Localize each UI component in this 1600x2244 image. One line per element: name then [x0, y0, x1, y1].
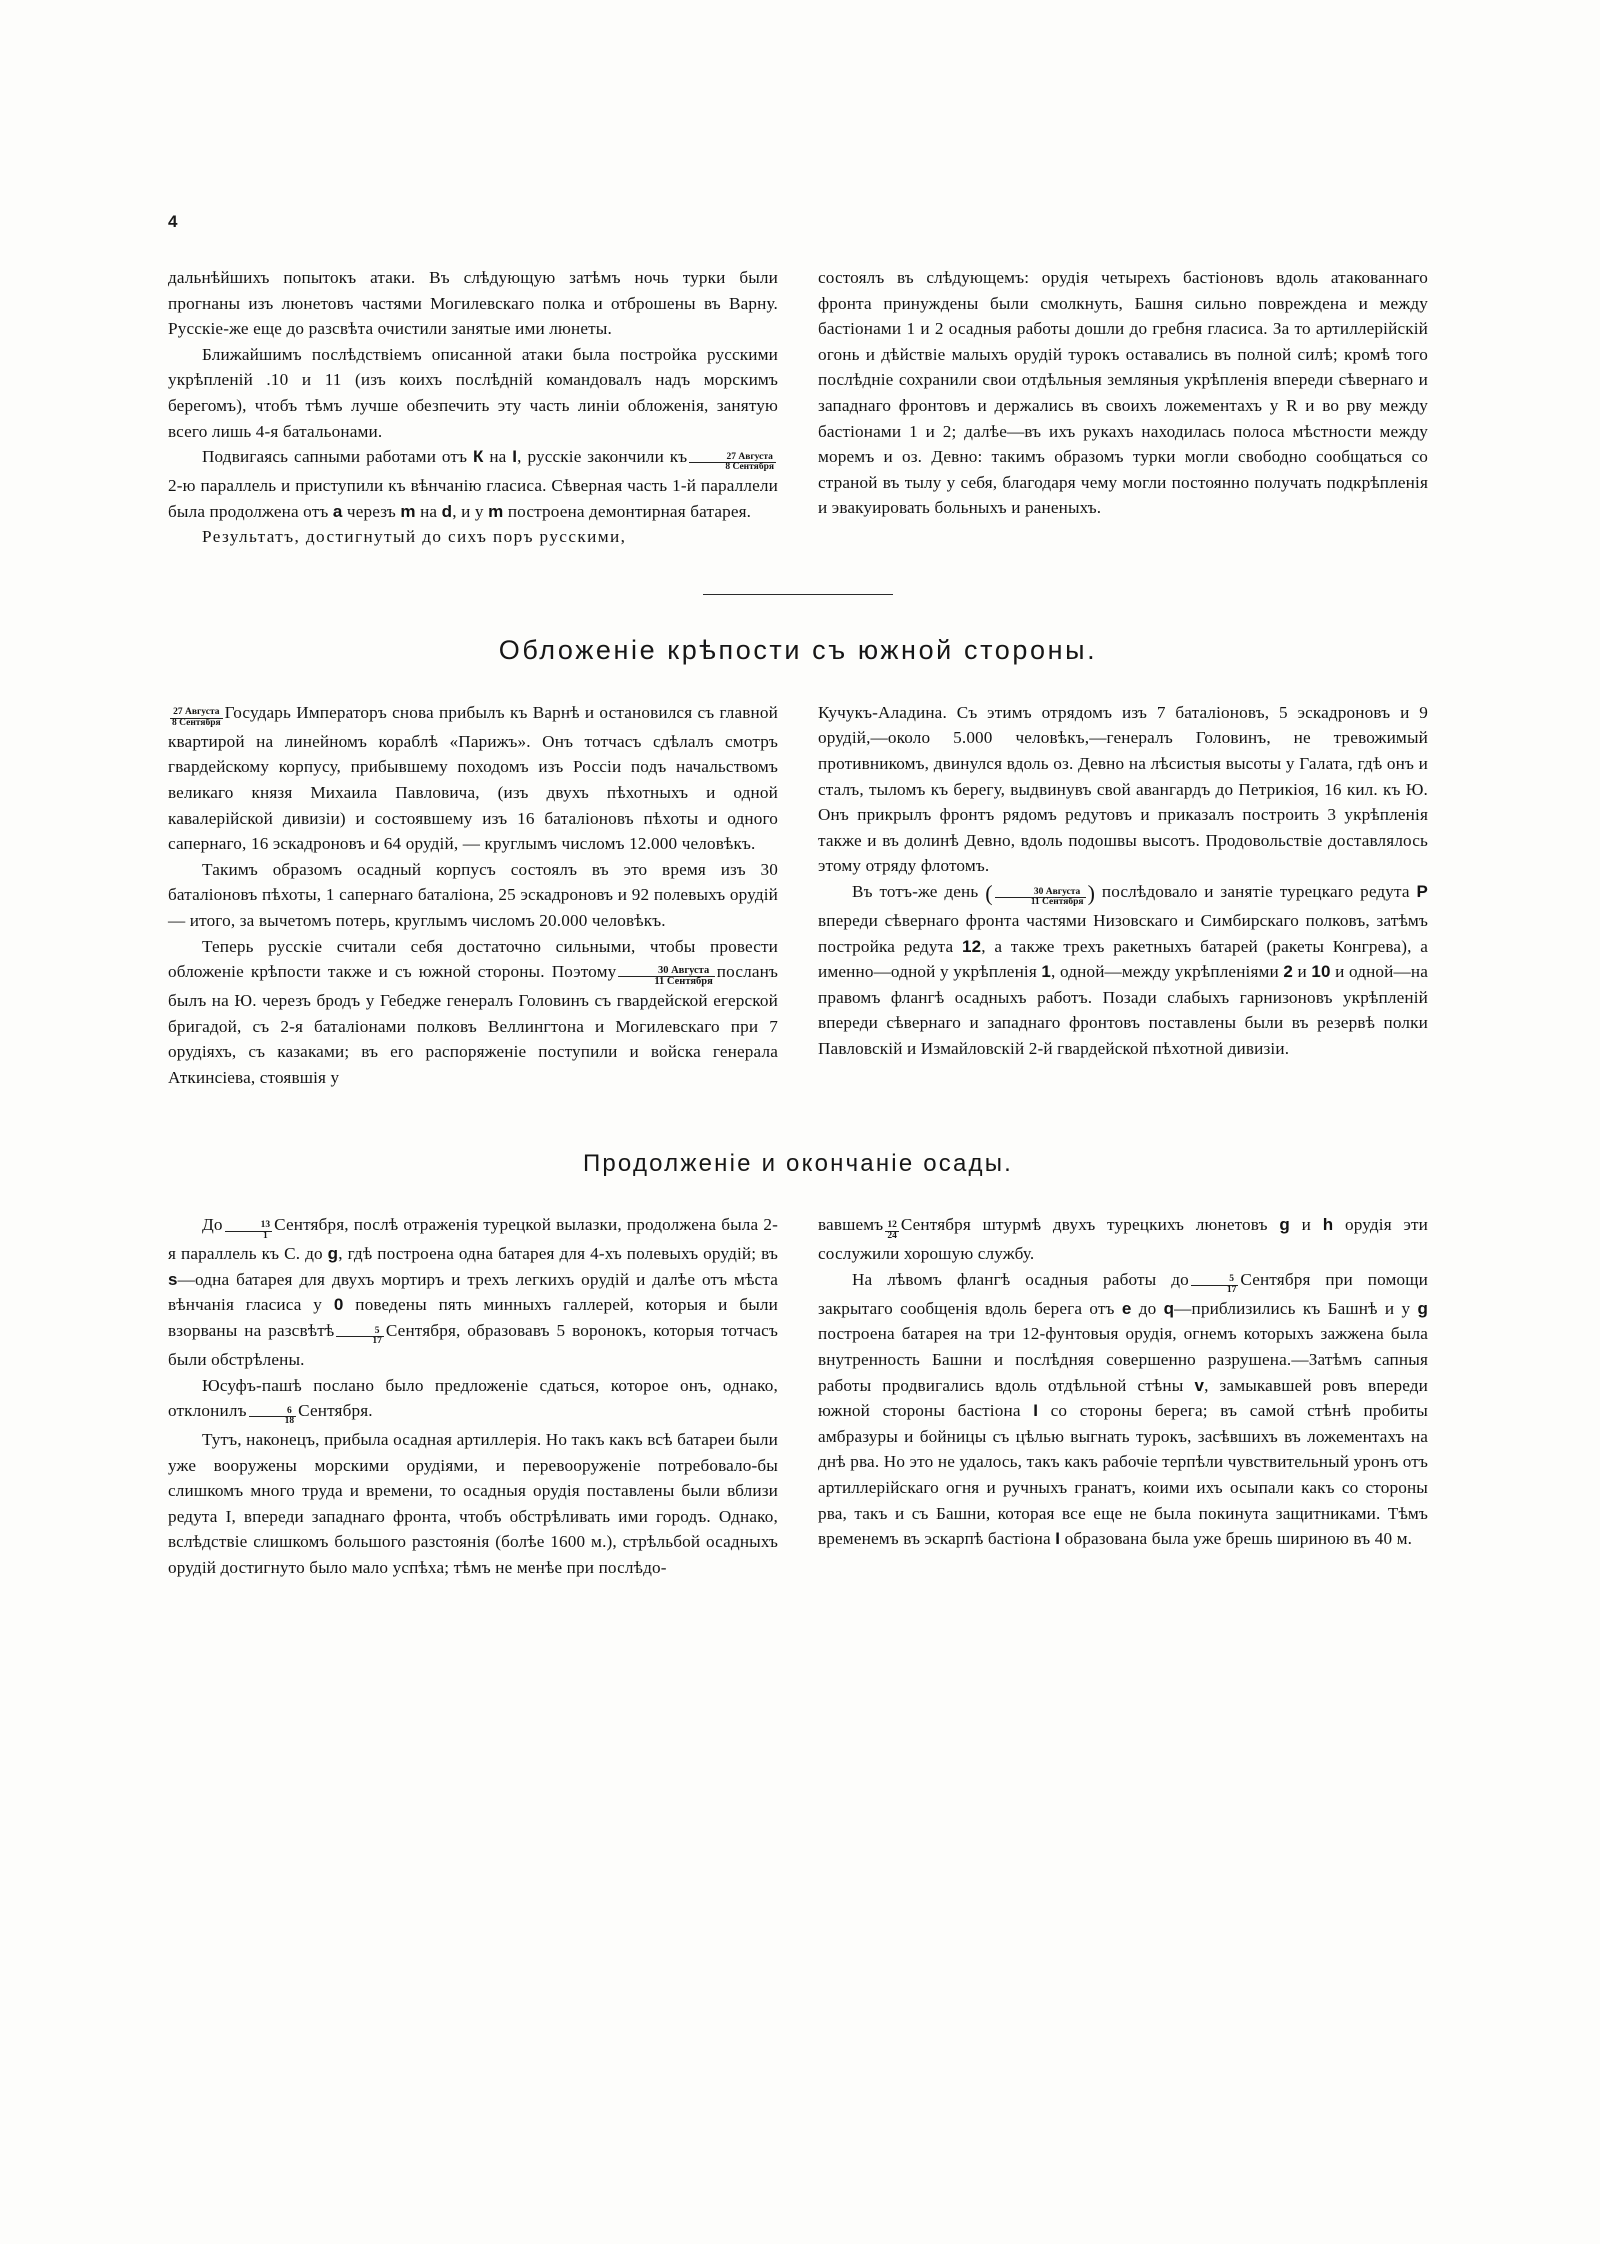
section-three-left-column	[168, 1212, 778, 1580]
paragraph: Тутъ, наконецъ, прибыла осадная артиллерія. Но такъ какъ всѣ батареи были уже вооружены морскими орудіями, и перевооруженіе потребовало-бы слишкомъ много труда и времени, то осадныя орудія поставлены были вблизи редута I, впереди западнаго фронта, чтобъ обстрѣливать ими городъ. Однако, вслѣдствіе слишкомъ большого разстоянія (болѣе 1600 м.), стрѣльбой осадныхъ орудій достигнуто было мало успѣха; тѣмъ не менѣе при послѣдо-	[168, 1430, 778, 1578]
top-right-column	[818, 265, 1428, 550]
section-divider	[703, 594, 893, 595]
section-title-south-siege: Обложеніе крѣпости съ южной стороны.	[498, 634, 1098, 665]
paragraph-text-part: Сентября, образовавъ 5 воронокъ, которыя тотчасъ были обстрѣлены.	[168, 1321, 778, 1369]
page-number: 4	[168, 212, 178, 231]
page-content	[168, 265, 1428, 1581]
paragraph-text-part: Сентября штурмѣ двухъ турецкихъ люнетовъ g и h орудія эти сослужили хорошую службу.	[818, 1215, 1428, 1264]
paragraph: Такимъ образомъ осадный корпусъ состоялъ въ это время изъ 30 баталіоновъ пѣхоты, 1 сапернаго баталіона, 25 эскадроновъ и 92 полевыхъ орудій — итого, за вычетомъ потерь, круглымъ числомъ 20.000 человѣкъ.	[168, 859, 778, 930]
paragraph-text-part: Теперь русскіе считали себя достаточно сильными, чтобы провести обложеніе крѣпости также и съ южной стороны. Поэтому	[168, 936, 778, 982]
section-three-columns	[168, 1212, 1428, 1580]
top-left-column	[168, 265, 778, 550]
date-fraction: $\frac{\text{27 Августа}}{\text{8 Сентября}}$	[172, 707, 221, 729]
paragraph: Результатъ, достигнутый до сихъ поръ русскими,	[202, 527, 627, 547]
paragraph-with-fraction	[168, 444, 778, 524]
paragraph-with-fraction	[168, 934, 778, 1091]
paragraph-with-fraction	[168, 700, 778, 857]
top-section-columns	[168, 265, 1428, 550]
section-two-left-column	[168, 700, 778, 1091]
spacer	[168, 1178, 1428, 1212]
paragraph-text-part: Сентября.	[298, 1401, 373, 1421]
date-fraction: $\frac{12}{24}$	[887, 1219, 897, 1241]
paragraph: состоялъ въ слѣдующемъ: орудія четырехъ бастіоновъ вдоль атакованнаго фронта принуждены были смолкнуть, Башня сильно повреждена и между бастіонами 1 и 2 осадныя работы дошли до гребня гласиса. За то артиллерійскій огонь и дѣйствіе малыхъ орудій турокъ оставались въ полной силѣ; кромѣ того послѣдніе сохранили свои отдѣльныя земляныя укрѣпленія впереди сѣвернаго и западнаго фронтовъ и держались въ своихъ ложементахъ у R и во рву между бастіонами 1 и 2; далѣе—въ ихъ рукахъ находилась полоса мѣстности между моремъ и оз. Девно: такимъ образомъ турки могли свободно сообщаться со страной въ тылу у себя, благодаря чему могли постоянно получать подкрѣпленія и эвакуировать больныхъ и раненыхъ.	[818, 268, 1428, 518]
paragraph-text-part: посланъ былъ на Ю. черезъ бродъ у Гебедже генералъ Головинъ съ гвардейской егерской бригадой, съ 2-я баталіонами полковъ Веллингтона и Могилевскаго при 7 орудіяхъ, съ казаками; въ его распоряженіе поступили и войска генерала Аткинсіева, стоявшія у	[168, 962, 778, 1087]
section-three-right-column	[818, 1212, 1428, 1580]
spacer	[168, 666, 1428, 700]
date-fraction: $\frac{6}{18}$	[249, 1407, 297, 1427]
paragraph: Кучукъ-Аладина. Съ этимъ отрядомъ изъ 7 баталіоновъ, 5 эскадроновъ и 9 орудій,—около 5.000 человѣкъ,—генералъ Головинъ, не тревожимый противникомъ, двинулся вдоль оз. Девно на лѣсистыя высоты у Галата, гдѣ онъ и сталъ, тыломъ къ берегу, выдвинувъ свой авангардъ до Петрикіоя, 16 кил. къ Ю. Онъ прикрылъ фронтъ рядомъ редутовъ и приказалъ построить 3 укрѣпленія также и въ долинѣ Девно, вдоль подошвы высотъ. Продовольствіе доставлялось этому отряду флотомъ.	[818, 702, 1428, 876]
paragraph-with-fraction	[818, 879, 1428, 1061]
paragraph-with-fraction	[818, 1212, 1428, 1267]
paragraph-text-part: Сентября, послѣ отраженія турецкой вылазки, продолжена была 2-я параллель къ С. до g, гдѣ построена одна батарея для 4-хъ полевыхъ орудій; въ s—одна батарея для двухъ мортиръ и трехъ легкихъ орудій и далѣе отъ мѣста вѣнчанія гласиса у 0 поведены пять минныхъ галлерей, которыя и были взорваны на разсвѣтѣ	[168, 1215, 778, 1341]
date-fraction: $\frac{5}{17}$	[1191, 1275, 1239, 1295]
paragraph-text-part: До	[202, 1215, 223, 1235]
paragraph: Ближайшимъ послѣдствіемъ описанной атаки была постройка русскими укрѣпленій .10 и 11 (изъ коихъ послѣдній командовалъ надъ морскимъ берегомъ), чтобъ тѣмъ лучше обезпечить эту часть линіи обложенія, занятую всего лишь 4-я батальонами.	[168, 344, 778, 441]
paragraph-with-fraction	[168, 1373, 778, 1428]
section-two-columns	[168, 700, 1428, 1091]
paragraph-text-part: Сентября при помощи закрытаго сообщенія вдоль берега отъ e до q—приблизились къ Башнѣ и у g построена батарея на три 12-фунтовыя орудія, огнемъ которыхъ зажжена была внутренность Башни и послѣдняя совершенно разрушена.—Затѣмъ сапныя работы продвигались вдоль отдѣльной стѣны v, замыкавшей ровъ впереди южной стороны бастіона I со стороны берега; въ самой стѣнѣ пробиты амбразуры и бойницы съ цѣлью выгнать турокъ, засѣвшихъ въ ложементахъ на днѣ рва. Но это не удалось, такъ какъ рабочіе терпѣли чувствительный уронъ отъ артиллерійскаго огня и ручныхъ гранатъ, коими ихъ осыпали какъ со стороны рва, такъ и съ Башни, которая все еще не была покинута защитниками. Тѣмъ временемъ въ эскарпѣ бастіона I образована была уже брешь шириною въ 40 м.	[818, 1269, 1429, 1549]
date-fraction: $\frac{\text{30 Августа}}{\text{11 Сентября}}$	[618, 966, 714, 988]
paragraph-with-fraction	[168, 1212, 778, 1372]
paragraph-text-part: На лѣвомъ флангѣ осадныя работы до	[852, 1269, 1189, 1289]
paragraph-text-part: Государь Императоръ снова прибылъ къ Варнѣ и остановился съ главной квартирой на линейномъ кораблѣ «Парижъ». Онъ тотчасъ сдѣлалъ смотръ гвардейскому корпусу, прибывшему походомъ изъ Россіи подъ начальствомъ великаго князя Михаила Павловича, (изъ двухъ пѣхотныхъ и одной кавалерійской дивизіи) и состоявшему изъ 16 баталіоновъ пѣхоты и одного сапернаго, 16 эскадроновъ и 64 орудій, — круглымъ числомъ 12.000 человѣкъ.	[168, 702, 778, 854]
date-fraction: $\frac{\text{30 Августа}}{\text{11 Сентября}}$	[995, 888, 1086, 908]
paragraph-text-part: 2-ю параллель и приступили къ вѣнчанію гласиса. Сѣверная часть 1-й параллели была продолжена отъ a черезъ m на d, и у m построена демонтирная батарея.	[168, 476, 778, 521]
section-two-right-column	[818, 700, 1428, 1091]
date-fraction: $\frac{\text{27 Августа}}{\text{8 Сентября}}$	[689, 453, 776, 473]
paragraph-text-part: Подвигаясь сапными работами отъ К на I, русскіе закончили къ	[202, 447, 688, 467]
spacer	[168, 1090, 1428, 1150]
paragraph-text-part: Въ тотъ-же день ( $\frac{\text{30 Августа}}{\text{11 Сентября}}$ ) послѣдовало и занятіе турецкаго редута P впереди сѣвернаго фронта частями Низовскаго и Симбирскаго полковъ, затѣмъ постройка редута 12, а также трехъ ракетныхъ батарей (ракеты Конгрева), а именно—одной у укрѣпленія 1, одной—между укрѣпленіями 2 и 10 и одной—на правомъ флангѣ осадныхъ работъ. Позади слабыхъ гарнизоновъ укрѣпленій впереди сѣвернаго и западнаго фронтовъ поставлены были въ резервѣ полки Павловскій и Измайловскій 2-й гвардейской пѣхотной дивизіи.	[818, 880, 1428, 1058]
spacer	[168, 595, 1428, 635]
section-title-continuation-end-siege: Продолженіе и окончаніе осады.	[582, 1150, 1014, 1178]
date-fraction: $\frac{5}{17}$	[336, 1327, 384, 1347]
spacer	[168, 550, 1428, 594]
paragraph: дальнѣйшихъ попытокъ атаки. Въ слѣдующую затѣмъ ночь турки были прогнаны изъ люнетовъ частями Могилевскаго полка и отброшены въ Варну. Русскіе-же еще до разсвѣта очистили занятые ими люнеты.	[168, 268, 778, 339]
paragraph-text-part: вавшемъ	[818, 1215, 884, 1235]
date-fraction: $\frac{13}{1}$	[225, 1221, 273, 1241]
paragraph-with-fraction	[818, 1267, 1428, 1552]
paragraph-text-part: Юсуфъ-пашѣ послано было предложеніе сдаться, которое онъ, однако, отклонилъ	[168, 1375, 778, 1421]
